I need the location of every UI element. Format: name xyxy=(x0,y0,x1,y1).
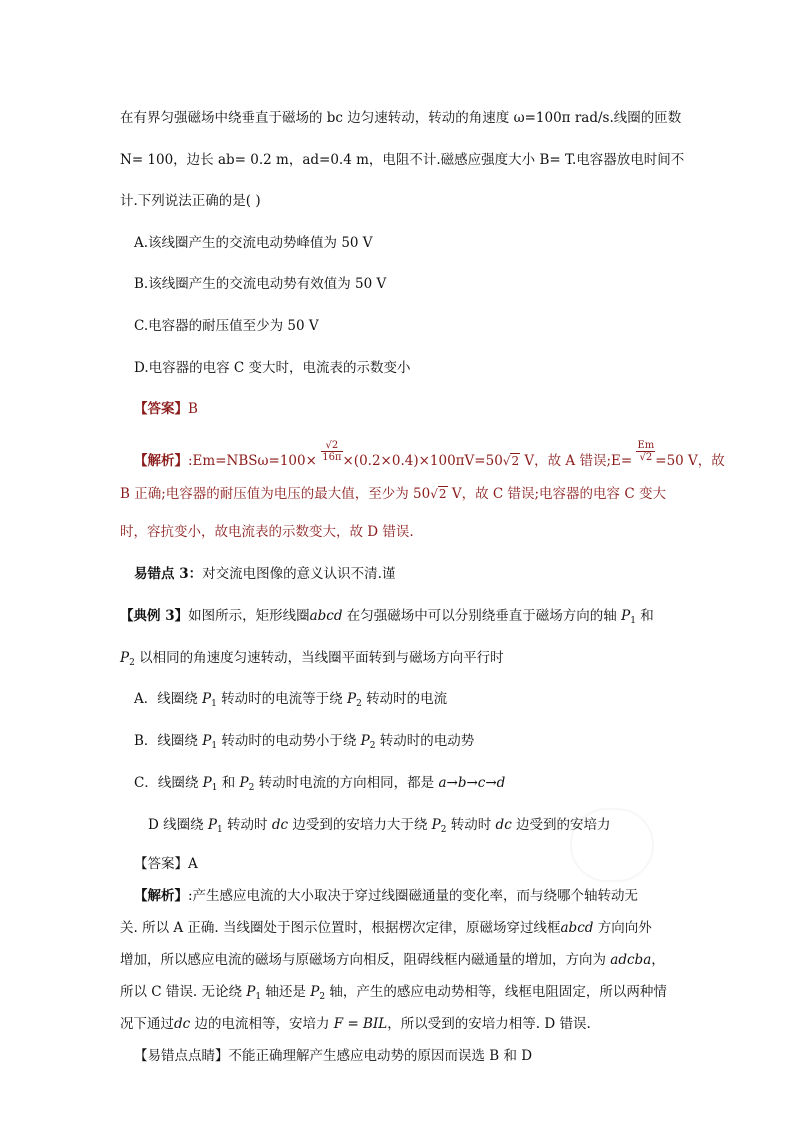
q2-sqrt-2: √2 xyxy=(430,487,447,501)
q2-analysis-l1d: =50 V，故 xyxy=(655,453,725,469)
q2-fraction-2-num: Em xyxy=(637,440,655,451)
ex3-opt-d-pre: D 线圈绕 xyxy=(148,817,208,833)
ex3-stem-line2 xyxy=(120,648,504,673)
ex3-opt-d-dc1: dc xyxy=(271,817,289,833)
ex3-p2-sub: 2 xyxy=(129,658,135,668)
ex3-option-d xyxy=(148,815,611,840)
ex3-opt-d-mid2: 边受到的安培力大于绕 xyxy=(288,817,432,833)
q2-analysis-line2 xyxy=(120,484,666,504)
ex3-analysis-l2: 关. 所以 A 正确. 当线圈处于图示位置时，根据楞次定律，原磁场穿过线框 xyxy=(120,920,561,936)
ex3-opt-b-post: 转动时的电动势 xyxy=(375,733,475,749)
q2-answer xyxy=(134,399,198,419)
ex3-analysis-line4 xyxy=(120,982,667,1007)
ex3-stem-l1a: 如图所示，矩形线圈 xyxy=(188,608,310,624)
error-point-3-label: 易错点 3： xyxy=(134,566,203,582)
ex3-tip xyxy=(134,1046,532,1066)
ex3-analysis-l3b: ， xyxy=(651,952,665,968)
ex3-analysis-p2-sub: 2 xyxy=(319,992,326,1002)
ex3-opt-d-p1: P xyxy=(207,817,217,833)
ex3-analysis-l2-abcd: abcd xyxy=(560,920,594,936)
ex3-stem-l1c: 和 xyxy=(635,608,654,624)
ex3-answer xyxy=(134,854,198,874)
ex3-stem-line1 xyxy=(120,606,654,631)
ex3-answer-label: 【答案】 xyxy=(134,856,188,872)
ex3-opt-a-p1-sub: 1 xyxy=(211,699,217,709)
q2-option-d: D.电容器的电容 C 变大时，电流表的示数变小 xyxy=(134,360,411,376)
q2-stem-line2: N= 100，边长 ab= 0.2 m，ad=0.4 m，电阻不计.磁感应强度大小 B= T.电容器放电时间不 xyxy=(120,152,685,168)
ex3-opt-c-p2: P xyxy=(239,775,249,791)
ex3-opt-b-p1-sub: 1 xyxy=(211,741,218,751)
ex3-label: 【典例 3】 xyxy=(120,608,189,624)
ex3-analysis-line3 xyxy=(120,950,665,970)
ex3-option-a xyxy=(134,689,447,714)
ex3-opt-b-mid: 转动时的电动势小于绕 xyxy=(217,733,361,749)
ex3-analysis-line1 xyxy=(134,886,638,906)
ex3-analysis-l5b: 边的电流相等，安培力 xyxy=(190,1016,334,1032)
q2-analysis-line1 xyxy=(134,440,725,473)
ex3-opt-a-p2-sub: 2 xyxy=(356,699,362,709)
ex3-opt-a-p1: P xyxy=(202,691,212,707)
ex3-analysis-p1-sub: 1 xyxy=(255,992,262,1002)
ex3-tip-text: 不能正确理解产生感应电动势的原因而误选 B 和 D xyxy=(228,1048,533,1064)
q2-analysis-l1b: ×(0.2×0.4)×100πV=50 xyxy=(342,453,503,469)
ex3-analysis-l2b: 方向向外 xyxy=(593,920,652,936)
q2-analysis-l2a: B 正确;电容器的耐压值为电压的最大值，至少为 50 xyxy=(120,486,431,502)
ex3-opt-c-p1: P xyxy=(202,775,212,791)
ex3-analysis-l4b: 轴还是 xyxy=(261,984,311,1000)
q2-fraction-2-den: √2 xyxy=(639,452,653,463)
ex3-analysis-p1: P xyxy=(246,984,256,1000)
ex3-p2: P xyxy=(120,650,130,666)
q2-answer-value: B xyxy=(188,401,198,417)
q2-fraction-2 xyxy=(636,440,655,463)
ex3-answer-value: A xyxy=(188,856,198,872)
ex3-opt-b-pre: B．线圈绕 xyxy=(134,733,203,749)
ex3-p1: P xyxy=(621,608,631,624)
ex3-opt-d-dc2: dc xyxy=(495,817,512,833)
ex3-analysis-line5 xyxy=(120,1014,591,1034)
ex3-analysis-line2 xyxy=(120,918,652,938)
ex3-option-b xyxy=(134,731,474,756)
ex3-analysis-l4c: 轴，产生的感应电动势相等，线框电阻固定，所以两种情 xyxy=(325,984,667,1000)
ex3-abcd: abcd xyxy=(309,608,343,624)
ex3-opt-a-mid: 转动时的电流等于绕 xyxy=(216,691,347,707)
ex3-opt-d-p2-sub: 2 xyxy=(440,825,447,835)
ex3-opt-b-p2-sub: 2 xyxy=(369,741,376,751)
ex3-analysis-l5-dc: dc xyxy=(174,1016,191,1032)
ex3-analysis-label: 【解析】 xyxy=(134,888,188,904)
q2-fraction-1-den: 16π xyxy=(322,452,342,463)
ex3-p1-sub: 1 xyxy=(630,616,636,626)
ex3-tip-label: 【易错点点睛】 xyxy=(134,1048,229,1064)
ex3-opt-d-p1-sub: 1 xyxy=(217,825,223,835)
ex3-opt-c-p2-sub: 2 xyxy=(248,783,255,793)
q2-option-a: A.该线圈产生的交流电动势峰值为 50 V xyxy=(134,235,373,251)
ex3-analysis-l5c: ，所以受到的安培力相等. D 错误. xyxy=(387,1016,591,1032)
ex3-analysis-l3-adcba: adcba xyxy=(610,952,652,968)
ex3-opt-d-mid3: 转动时 xyxy=(446,817,496,833)
q2-analysis-label: 【解析】 xyxy=(134,453,188,469)
q2-analysis-l1c: V，故 A 错误;E= xyxy=(520,453,633,469)
ex3-opt-b-p2: P xyxy=(360,733,370,749)
q2-sqrt-2-radicand: 2 xyxy=(438,487,447,501)
q2-option-b: B.该线圈产生的交流电动势有效值为 50 V xyxy=(134,276,387,292)
q2-stem-line3: 计.下列说法正确的是( ) xyxy=(120,193,261,209)
ex3-analysis-l5a: 况下通过 xyxy=(120,1016,174,1032)
ex3-stem-l2: 以相同的角速度匀速转动，当线圈平面转到与磁场方向平行时 xyxy=(134,650,504,666)
ex3-opt-d-post: 边受到的安培力 xyxy=(511,817,611,833)
ex3-option-c xyxy=(134,773,505,798)
ex3-opt-a-post: 转动时的电流 xyxy=(361,691,448,707)
ex3-opt-a-pre: A．线圈绕 xyxy=(134,691,203,707)
ex3-opt-d-mid1: 转动时 xyxy=(222,817,272,833)
ex3-opt-c-post: 转动时电流的方向相同，都是 xyxy=(254,775,439,791)
q2-analysis-line3: 时，容抗变小，故电流表的示数变大，故 D 错误. xyxy=(120,524,414,540)
ex3-opt-c-direction: a→b→c→d xyxy=(438,775,506,791)
ex3-analysis-l4a: 所以 C 错误. 无论绕 xyxy=(120,984,247,1000)
q2-analysis-l1a: :Em=NBSω=100× xyxy=(188,453,317,469)
ex3-opt-c-mid: 和 xyxy=(217,775,240,791)
q2-answer-label: 【答案】 xyxy=(134,401,188,417)
ex3-analysis-l1: :产生感应电流的大小取决于穿过线圈磁通量的变化率，而与绕哪个轴转动无 xyxy=(188,888,639,904)
ex3-stem-l1b: 在匀强磁场中可以分别绕垂直于磁场方向的轴 xyxy=(342,608,622,624)
ex3-opt-d-p2: P xyxy=(431,817,441,833)
ex3-opt-c-p1-sub: 1 xyxy=(211,783,218,793)
error-point-3 xyxy=(134,564,395,584)
ex3-opt-a-p2: P xyxy=(346,691,357,707)
q2-option-c: C.电容器的耐压值至少为 50 V xyxy=(134,318,319,334)
ex3-analysis-l3: 增加，所以感应电流的磁场与原磁场方向相反，阻碍线框内磁通量的增加，方向为 xyxy=(120,952,611,968)
q2-sqrt-1: √2 xyxy=(502,454,520,468)
q2-fraction-1 xyxy=(321,440,342,463)
q2-stem-line1: 在有界匀强磁场中绕垂直于磁场的 bc 边匀速转动，转动的角速度 ω=100π rad/s.线圈的匝数 xyxy=(120,110,682,126)
ex3-analysis-formula: F = BIL xyxy=(333,1016,388,1032)
q2-sqrt-1-radicand: 2 xyxy=(511,454,520,468)
error-point-3-text: 对交流电图像的意义认识不清.谨 xyxy=(202,566,396,582)
ex3-opt-b-p1: P xyxy=(202,733,212,749)
q2-fraction-1-num: √2 xyxy=(321,440,342,452)
ex3-analysis-p2: P xyxy=(310,984,320,1000)
q2-analysis-l2b: V，故 C 错误;电容器的电容 C 变大 xyxy=(447,486,666,502)
ex3-opt-c-pre: C．线圈绕 xyxy=(134,775,203,791)
